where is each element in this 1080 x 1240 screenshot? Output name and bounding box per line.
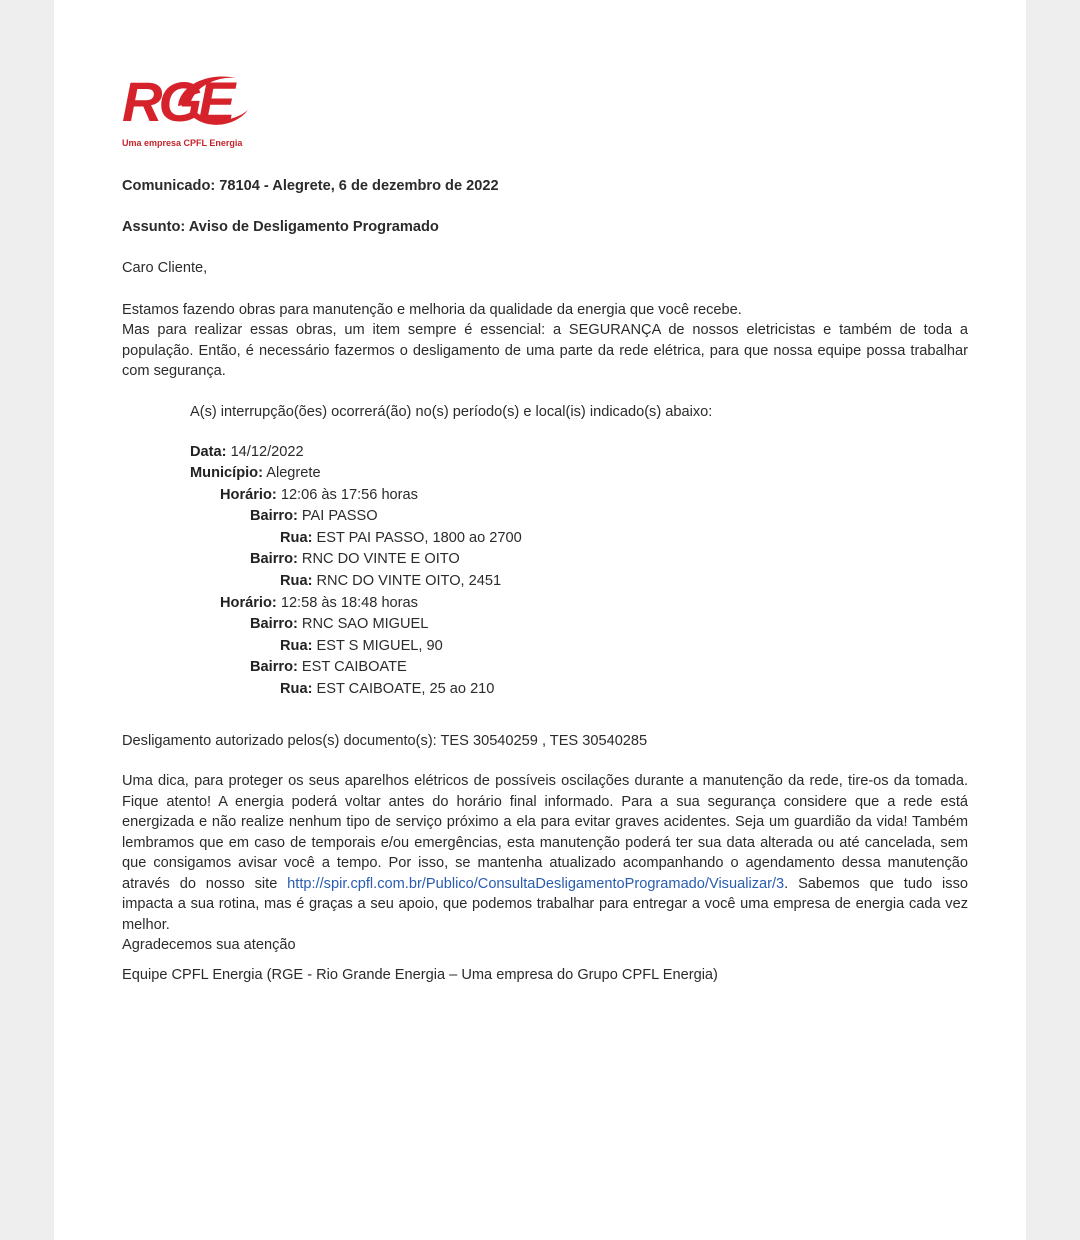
tip-text-before: Uma dica, para proteger os seus aparelhos elétricos de possíveis oscilações durante a manutenção da rede, tire-os da tomada. Fique atento! A energia poderá voltar antes do horário final informado. Para a sua segurança considere que a rede está energizada e não realize nenhum tipo de serviço próximo a ela para evitar graves acidentes. Seja um guardião da vida! Também lembramos que em caso de temporais e/ou emergências, esta manutenção poderá ter sua data alterada ou até cancelada, sem que consigamos avisar você a tempo. Por isso, se mantenha atualizado acompanhando o agendamento dessa manutenção através do nosso site	[122, 773, 968, 892]
street-row	[280, 636, 443, 657]
district-row	[250, 506, 378, 527]
street-value: RNC DO VINTE OITO, 2451	[316, 573, 502, 589]
schedule-link[interactable]: http://spir.cpfl.com.br/Publico/ConsultaDesligamentoProgramado/Visualizar/3	[287, 875, 785, 892]
district-value: RNC DO VINTE E OITO	[301, 551, 460, 567]
street-value: EST CAIBOATE, 25 ao 210	[316, 681, 495, 697]
street-row	[280, 679, 494, 700]
intro-paragraph: Mas para realizar essas obras, um item sempre é essencial: a SEGURANÇA de nossos eletricistas e também de toda a população. Então, é necessário fazermos o desligamento de uma parte da rede elétrica, para que nossa equipe possa trabalhar com segurança.	[122, 322, 968, 379]
schedule-intro: A(s) interrupção(ões) ocorrerá(ão) no(s) período(s) e local(is) indicado(s) abaixo:	[190, 404, 713, 420]
street-label: Rua:	[280, 638, 313, 654]
district-value: PAI PASSO	[301, 508, 378, 524]
signature-line: Equipe CPFL Energia (RGE - Rio Grande Energia – Uma empresa do Grupo CPFL Energia)	[122, 967, 718, 983]
authorization-line: Desligamento autorizado pelos(s) documento(s): TES 30540259 , TES 30540285	[122, 733, 648, 749]
street-label: Rua:	[280, 530, 313, 546]
document-page	[54, 0, 1026, 1240]
communique-line: Comunicado: 78104 - Alegrete, 6 de dezembro de 2022	[122, 178, 499, 194]
thanks-line: Agradecemos sua atenção	[122, 937, 296, 953]
date-row	[190, 442, 304, 463]
district-label: Bairro:	[250, 659, 298, 675]
rge-logo	[122, 70, 262, 154]
date-label: Data:	[190, 444, 227, 460]
district-row	[250, 549, 460, 570]
subject-line: Assunto: Aviso de Desligamento Programado	[122, 219, 439, 235]
tip-text-after: . Sabemos que tudo isso impacta a sua rotina, mas é graças a seu apoio, que podemos trabalhar para entregar a você uma empresa de energia cada vez melhor.	[122, 875, 968, 933]
greeting: Caro Cliente,	[122, 260, 208, 276]
street-label: Rua:	[280, 681, 313, 697]
district-label: Bairro:	[250, 616, 298, 632]
district-row	[250, 657, 407, 678]
street-row	[280, 571, 501, 592]
time-label: Horário:	[220, 595, 277, 611]
intro-line-1: Estamos fazendo obras para manutenção e melhoria da qualidade da energia que você recebe.	[122, 302, 742, 318]
district-label: Bairro:	[250, 551, 298, 567]
district-label: Bairro:	[250, 508, 298, 524]
street-value: EST PAI PASSO, 1800 ao 2700	[316, 530, 522, 546]
time-row	[220, 593, 418, 614]
city-value: Alegrete	[266, 465, 321, 481]
district-value: EST CAIBOATE	[301, 659, 407, 675]
city-label: Município:	[190, 465, 263, 481]
street-row	[280, 528, 522, 549]
district-row	[250, 614, 428, 635]
logo-wordmark: RGE	[122, 70, 232, 133]
tip-paragraph	[122, 771, 968, 935]
city-row	[190, 463, 321, 484]
time-row	[220, 485, 418, 506]
time-value: 12:58 às 18:48 horas	[280, 595, 418, 611]
time-label: Horário:	[220, 487, 277, 503]
logo-tagline: Uma empresa CPFL Energia	[122, 138, 243, 148]
street-label: Rua:	[280, 573, 313, 589]
date-value: 14/12/2022	[230, 444, 304, 460]
street-value: EST S MIGUEL, 90	[316, 638, 443, 654]
district-value: RNC SAO MIGUEL	[301, 616, 429, 632]
time-value: 12:06 às 17:56 horas	[280, 487, 418, 503]
